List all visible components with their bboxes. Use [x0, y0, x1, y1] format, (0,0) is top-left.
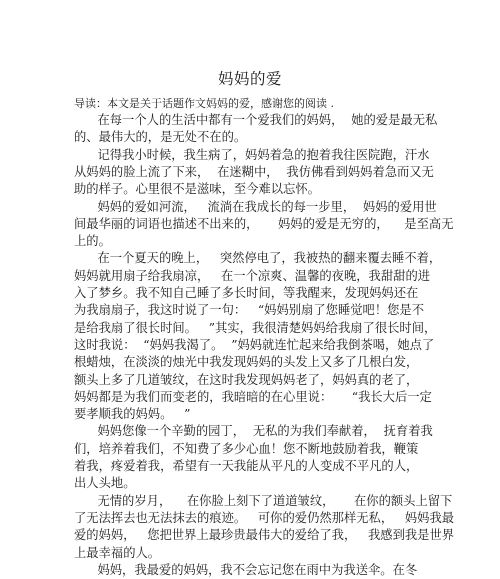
- body-line: 额头上多了几道皱纹，在这时我发现妈妈老了，妈妈真的老了，: [74, 372, 419, 387]
- body-line: 着我，疼爱着我，希望有一天我能从平凡的人变成不平凡的人，: [74, 459, 419, 473]
- body-line: 上的。: [74, 234, 111, 249]
- body-line: 了无法挥去也无法抹去的痕迹。 可你的爱仍然那样无私， 妈妈我最: [74, 510, 455, 525]
- body-line: 是给我扇了很长时间。 ”其实，我很清楚妈妈给我扇了很长时间，: [74, 320, 437, 335]
- body-line: 记得我小时候，我生病了，妈妈着急的抱着我往医院跑，汗水: [74, 147, 430, 162]
- body-line: 妈妈的爱如河流， 流淌在我成长的每一步里， 妈妈的爱用世: [74, 199, 437, 214]
- body-line: 为我扇扇子，我这时说了一句： “妈妈别扇了您睡觉吧！您是不: [74, 303, 425, 318]
- body-line: 根蜡烛，在淡淡的烛光中我发现妈妈的头发上又多了几根白发，: [74, 355, 419, 370]
- body-line: 爱的妈妈， 您把世界上最珍贵最伟大的爱给了我， 我感到我是世界: [74, 528, 455, 543]
- body-line: 的、最伟大的，是无处不在的。: [74, 130, 247, 145]
- body-line: 从妈妈的脸上流了下来， 在迷糊中， 我仿佛看到妈妈着急而又无: [74, 164, 434, 179]
- body-line: 助的样子。心里很不是滋味，至今难以忘怀。: [74, 182, 320, 197]
- body-line: 上最幸福的人。: [74, 545, 161, 560]
- body-line: 入了梦乡。我不知自己睡了多长时间，等我醒来，发现妈妈还在: [74, 286, 419, 300]
- body-line: 在一个夏天的晚上， 突然停电了，我被热的翻来覆去睡不着，: [74, 251, 442, 266]
- body-line: 这时我说： “妈妈我渴了。 ”妈妈就连忙起来给我倒茶喝，她点了: [74, 337, 435, 352]
- body-line: 要孝顺我的妈妈。 ”: [74, 407, 191, 422]
- body-line: 妈妈您像一个辛勤的园丁， 无私的为我们奉献着， 抚育着我: [74, 424, 433, 439]
- body-line: 们，培养着我们，不知费了多少心血！您不断地鼓励着我，鞭策: [74, 441, 419, 456]
- body-line: 妈妈都是为我们而变老的，我暗暗的在心里说： “我长大后一定: [74, 389, 432, 404]
- body-line: 在每一个人的生活中都有一个爱我们的妈妈， 她的爱是最无私: [74, 113, 438, 127]
- body-line: 妈妈就用扇子给我扇凉， 在一个凉爽、温馨的夜晚，我甜甜的进: [74, 268, 431, 283]
- document-intro: 导读：本文是关于话题作文妈妈的爱，感谢您的阅读 .: [74, 97, 334, 110]
- document-title: 妈妈的爱: [217, 70, 282, 88]
- body-line: 妈妈，我最爱的妈妈，我不会忘记您在雨中为我送伞。在冬: [74, 562, 418, 577]
- body-line: 间最华丽的词语也描述不出来的， 妈妈的爱是无穷的， 是至高无: [74, 216, 454, 231]
- body-line: 出人头地。: [74, 476, 136, 491]
- body-line: 无情的岁月， 在你脸上刻下了道道皱纹， 在你的额头上留下: [74, 493, 453, 508]
